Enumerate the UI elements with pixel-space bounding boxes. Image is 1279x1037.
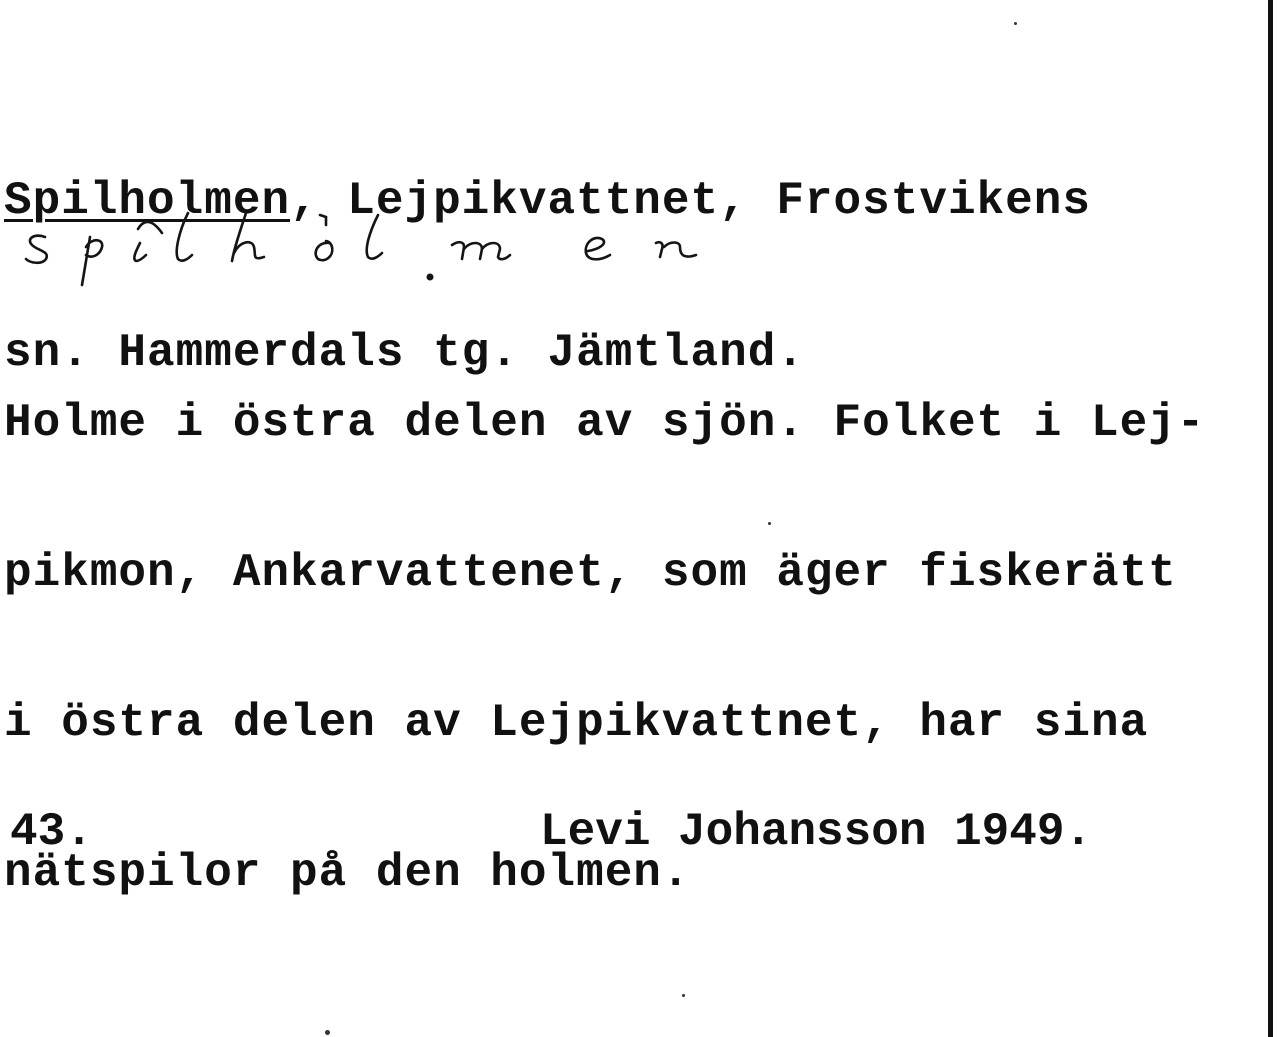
informant-signature: Levi Johansson 1949. — [540, 806, 1093, 858]
header-location: , Lejpikvattnet, Frostvikens — [290, 175, 1091, 227]
place-name: Spilholmen — [4, 175, 291, 227]
card-edge — [1268, 0, 1273, 1037]
body-line: Holme i östra delen av sjön. Folket i Lej- — [4, 397, 1206, 449]
body-line: pikmon, Ankarvattenet, som äger fiskerätt — [4, 547, 1177, 599]
scan-speck — [1014, 22, 1017, 25]
body-line: i östra delen av Lejpikvattnet, har sina — [4, 697, 1149, 749]
header-line-2: sn. Hammerdals tg. Jämtland. — [4, 327, 805, 379]
scan-speck — [768, 522, 771, 525]
body-line: nätspilor på den holmen. — [4, 847, 691, 899]
handwritten-pronunciation — [20, 185, 780, 290]
scan-speck — [325, 1030, 330, 1035]
card-number: 43. — [10, 806, 93, 858]
scan-speck — [682, 994, 685, 997]
